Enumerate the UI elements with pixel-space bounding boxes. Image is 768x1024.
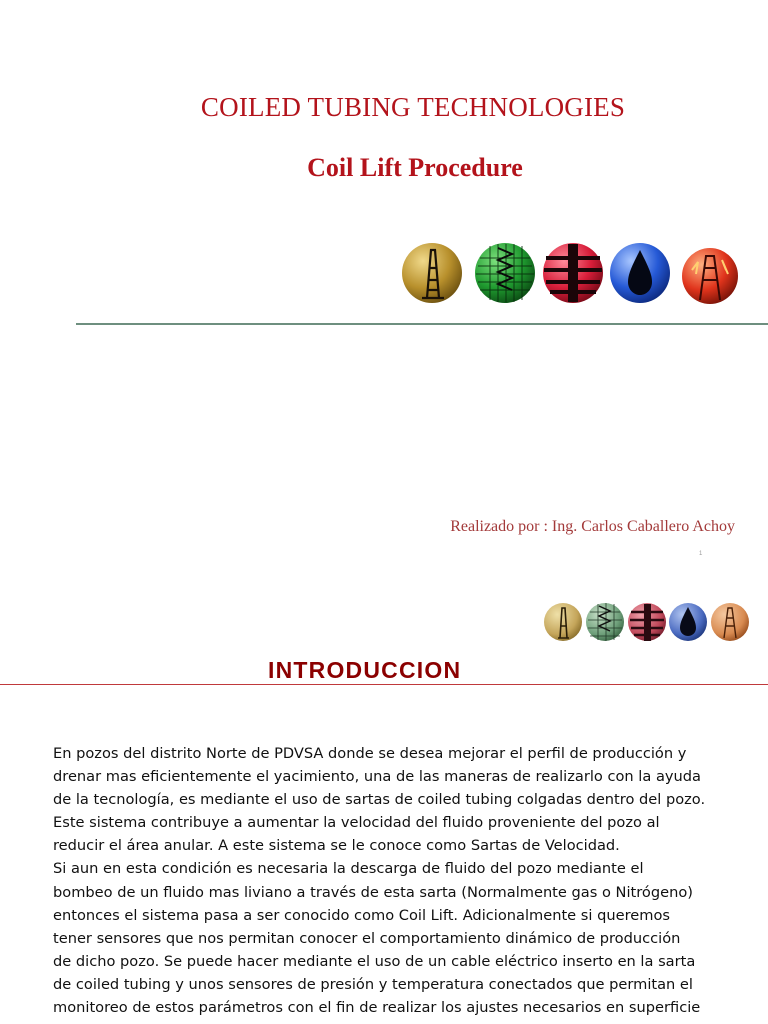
oil-derrick-icon [402, 243, 462, 303]
paragraph-line: reducir el área anular. A este sistema se le conoce como Sartas de Velocidad. [53, 837, 620, 855]
paragraph-line: bombeo de un fluido mas liviano a través de esta sarta (Normalmente gas o Nitrógeno) [53, 883, 693, 901]
icon-row-large [400, 240, 742, 308]
oil-drop-icon [610, 243, 670, 303]
paragraph-line: En pozos del distrito Norte de PDVSA donde se desea mejorar el perfil de producción y [53, 745, 687, 762]
intro-paragraph [53, 742, 765, 1019]
grid-wave-icon [586, 603, 624, 641]
fire-rig-icon [711, 603, 749, 641]
paragraph-line: de dicho pozo. Se puede hacer mediante el uso de un cable eléctrico inserto en la sarta [53, 952, 696, 970]
slide-subtitle: Coil Lift Procedure [307, 153, 523, 182]
coil-tubing-icon [543, 243, 603, 303]
coil-tubing-icon [628, 603, 666, 641]
page-number: 1 [699, 551, 703, 557]
grid-wave-icon [475, 243, 535, 303]
paragraph-line: Si aun en esta condición es necesaria la descarga de fluido del pozo mediante el [53, 860, 644, 878]
section-heading: INTRODUCCION [268, 657, 462, 683]
oil-derrick-icon [544, 603, 582, 641]
paragraph-line: de coiled tubing y unos sensores de presión y temperatura conectados que permitan el [53, 975, 693, 993]
paragraph-line: tener sensores que nos permitan conocer el comportamiento dinámico de producción [53, 929, 681, 947]
heading-divider [0, 684, 768, 685]
paragraph-line: drenar mas eficientemente el yacimiento, una de las maneras de realizarlo con la ayuda [53, 768, 701, 786]
author-line: Realizado por : Ing. Carlos Caballero Achoy [450, 518, 735, 535]
title-divider [76, 323, 768, 325]
paragraph-line: entonces el sistema pasa a ser conocido como Coil Lift. Adicionalmente si queremos [53, 906, 670, 924]
slide-title: COILED TUBING TECHNOLOGIES [200, 92, 626, 122]
paragraph-line: Este sistema contribuye a aumentar la velocidad del fluido proveniente del pozo al [53, 814, 660, 832]
paragraph-line: de la tecnología, es mediante el uso de sartas de coiled tubing colgadas dentro del pozo. [53, 791, 706, 809]
icon-row-small [542, 600, 752, 646]
oil-drop-icon [669, 603, 707, 641]
fire-rig-icon [682, 248, 738, 304]
paragraph-line: monitoreo de estos parámetros con el fin de realizar los ajustes necesarios en superficie [53, 999, 701, 1017]
